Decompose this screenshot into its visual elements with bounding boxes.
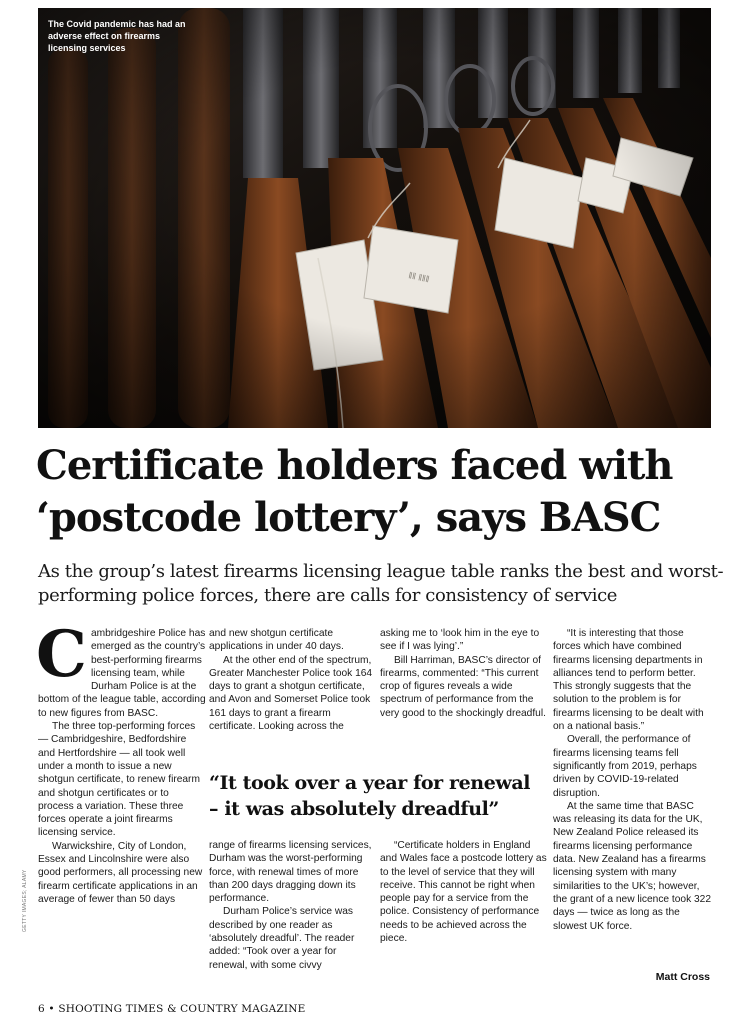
body-column-1 xyxy=(36,617,206,906)
photo-caption: The Covid pandemic has had an adverse effect on firearms licensing services xyxy=(48,19,186,53)
body-paragraph: At the other end of the spectrum, Greater Manchester Police took 164 days to grant a shotgun certificate, and Avon and Somerset Police took 161 days to grant a firearm certificate. Looking across the xyxy=(209,654,373,733)
drop-cap: C xyxy=(36,617,87,692)
body-paragraph: “Certificate holders in England and Wales face a postcode lottery as to the level of service that they will receive. This cannot be right when people pay for a service from the police. Consistency of performance needs to be achieved across the piece. xyxy=(380,840,547,945)
body-paragraph: Durham Police’s service was described by one reader as ‘absolutely dreadful’. The reader added: “Took over a year for renewal, with some civvy xyxy=(209,906,355,971)
headline-line-2: ‘postcode lottery’, says BASC xyxy=(36,494,661,541)
body-paragraph: The three top-performing forces — Cambridgeshire, Bedfordshire and Hertfordshire — all took well under a month to issue a new shotgun certificate, to renew firearm and shotgun certificates or to process a variation. These three forces operate a joint firearms licensing service. xyxy=(38,721,200,839)
byline: Matt Cross xyxy=(655,971,710,983)
pull-quote-line-2: – it was absolutely dreadful” xyxy=(209,798,499,820)
body-column-2-top xyxy=(209,627,377,733)
body-paragraph: and new shotgun certificate applications in under 40 days. xyxy=(209,628,344,653)
body-paragraph: asking me to ‘look him in the eye to see if I was lying’.” xyxy=(380,628,540,653)
standfirst: As the group’s latest firearms licensing league table ranks the best and worst-performing police forces, there are calls for consistency of service xyxy=(38,561,724,606)
body-column-2-bottom xyxy=(209,839,377,972)
body-paragraph: Bill Harriman, BASC’s director of firearms, commented: “This current crop of figures reveals a wide spectrum of performance from the very good to the shockingly dreadful. xyxy=(380,654,546,719)
body-paragraph: Cambridgeshire Police has emerged as the country’s best-performing firearms licensing team, while Durham Police is at the bottom of the league table, according to new figures from BASC. xyxy=(36,617,206,719)
body-paragraph: At the same time that BASC was releasing its data for the UK, New Zealand Police released its firearms licensing performance data. New Zealand has a firearms licensing system with many similarities to the UK’s; however, the grant of a new licence took 322 days — twice as long as the slowest UK force. xyxy=(553,800,712,932)
gun-rack-illustration xyxy=(38,8,711,428)
body-column-4 xyxy=(553,627,713,933)
pull-quote-line-1: “It took over a year for renewal xyxy=(209,772,531,794)
headline-line-1: Certificate holders faced with xyxy=(36,442,673,489)
hero-photo xyxy=(38,8,711,428)
headline xyxy=(36,440,726,544)
body-paragraph: range of firearms licensing services, Durham was the worst-performing force, with renewal times of more than 200 days dragging down its performance. xyxy=(209,840,372,905)
body-column-3-bottom xyxy=(380,839,548,945)
page-footer: 6 • SHOOTING TIMES & COUNTRY MAGAZINE xyxy=(38,1003,306,1015)
body-column-3-top xyxy=(380,627,548,720)
body-paragraph: Warwickshire, City of London, Essex and Lincolnshire were also good performers, all processing new firearm certificate applications in an average of fewer than 50 days xyxy=(38,840,203,905)
pull-quote xyxy=(209,770,549,822)
body-paragraph: Overall, the performance of firearms licensing teams fell significantly from 2019, perhaps driven by COVID-19-related disruption. xyxy=(553,734,697,799)
photo-credit: GETTY IMAGES; ALAMY xyxy=(22,869,28,932)
body-paragraph: “It is interesting that those forces which have combined firearms licensing departments in alliances tend to perform better. This strongly suggests that the solution to the problem is for firearms licensing to be dealt with on a national basis.” xyxy=(553,628,704,733)
